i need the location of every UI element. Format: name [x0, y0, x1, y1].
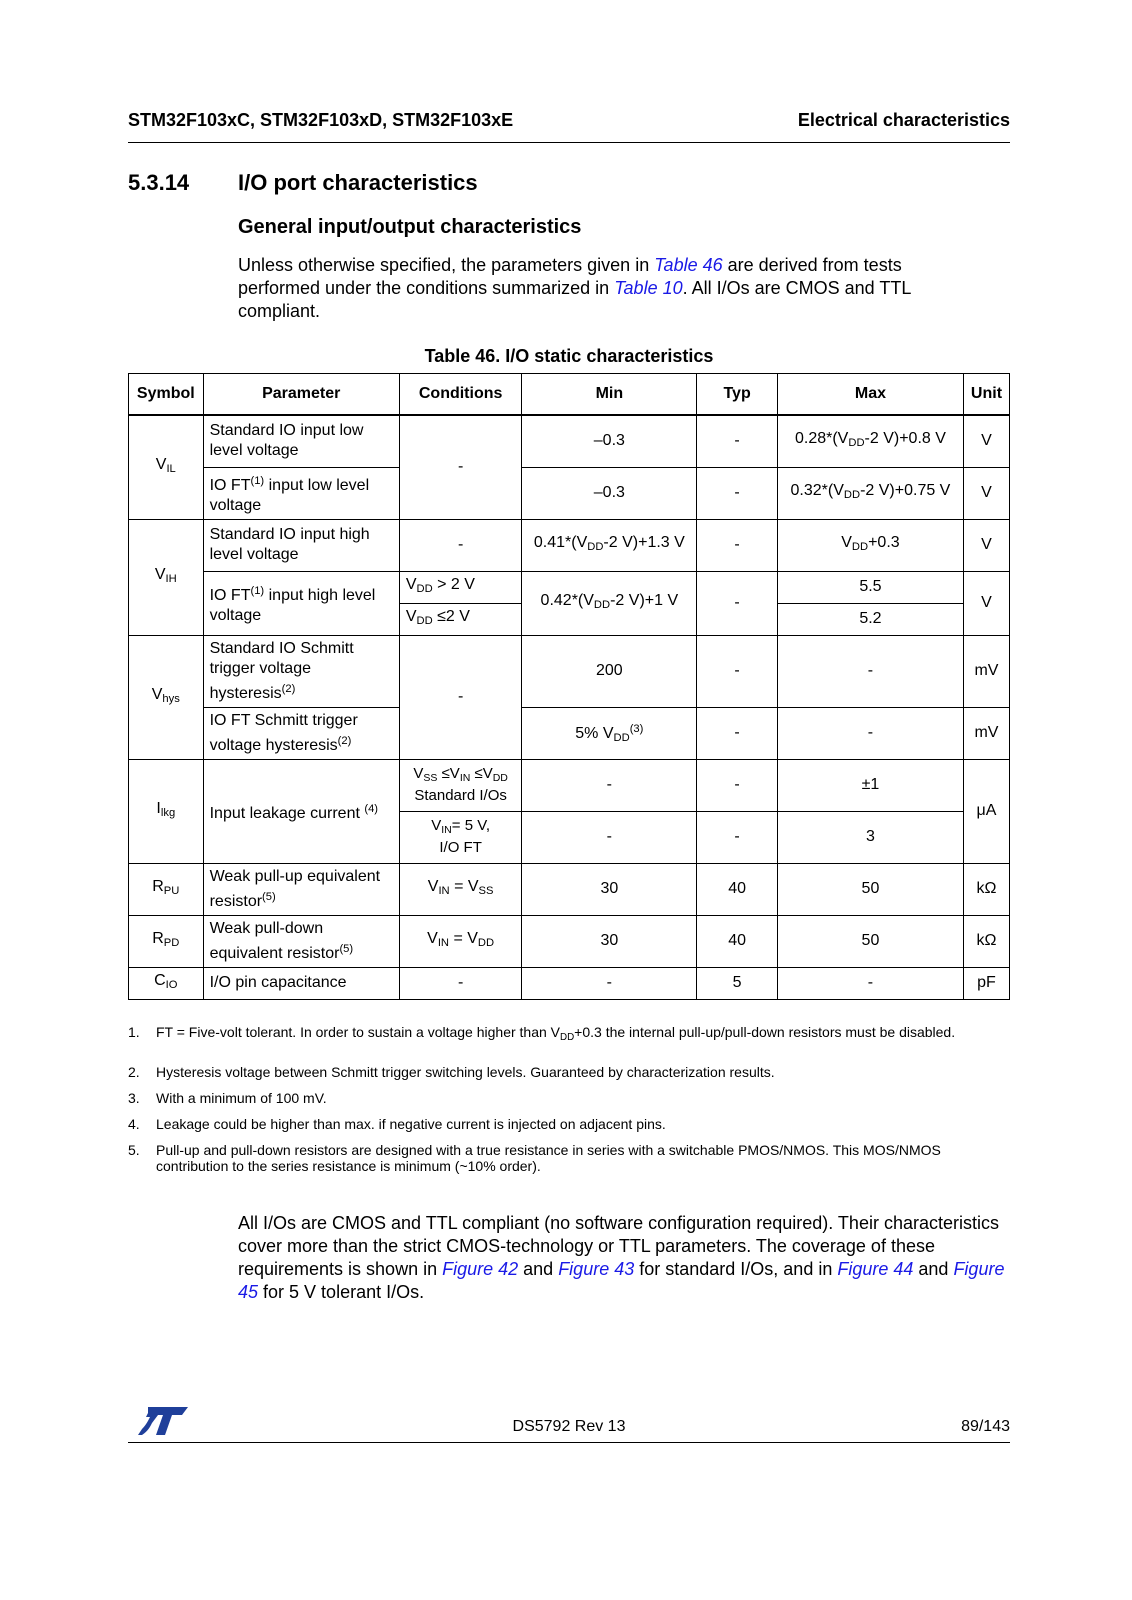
- unit-cell: V: [963, 571, 1009, 635]
- page-header: [128, 110, 1010, 143]
- page-number: 89/143: [961, 1418, 1010, 1435]
- table-row: [129, 707, 1010, 759]
- symbol-ilkg: $I_{lkg}$: [129, 759, 204, 863]
- unit-cell: mV: [963, 707, 1009, 759]
- max-cell: 5.5: [777, 571, 963, 603]
- typ-cell: 40: [697, 863, 778, 915]
- typ-cell: -: [697, 571, 778, 635]
- cond-cell: -: [399, 519, 522, 571]
- intro-paragraph: [238, 254, 978, 323]
- param-cell: Standard IO input high level voltage: [203, 519, 399, 571]
- max-cell: 3: [777, 811, 963, 863]
- table-row: [129, 863, 1010, 915]
- min-cell: -: [522, 967, 697, 999]
- min-cell: $0.42*(V_{DD}-2$ V)+1 V: [522, 571, 697, 635]
- cond-cell: -: [399, 635, 522, 759]
- max-cell: -: [777, 635, 963, 707]
- param-cell: Weak pull-up equivalent resistor$^{(5)}$: [203, 863, 399, 915]
- table-row: [129, 571, 1010, 603]
- max-cell: -: [777, 967, 963, 999]
- min-cell: -: [522, 759, 697, 811]
- typ-cell: -: [697, 635, 778, 707]
- typ-cell: -: [697, 811, 778, 863]
- max-cell: $0.28*(V_{DD}-2$ V)+0.8 V: [777, 415, 963, 467]
- table-row: [129, 967, 1010, 999]
- table-caption: Table 46. I/O static characteristics: [424, 346, 714, 366]
- table-row: [129, 635, 1010, 707]
- max-cell: -: [777, 707, 963, 759]
- link-figure-42[interactable]: Figure 42: [442, 1259, 519, 1279]
- min-cell: 30: [522, 863, 697, 915]
- outro-text: for standard I/Os, and in: [634, 1259, 838, 1279]
- cond-cell: $V_{DD} > 2$ V: [399, 571, 522, 603]
- min-cell: –0.3: [522, 467, 697, 519]
- max-cell: $0.32*(V_{DD}-2$ V)+0.75 V: [777, 467, 963, 519]
- typ-cell: -: [697, 707, 778, 759]
- unit-cell: V: [963, 519, 1009, 571]
- link-figure-43[interactable]: Figure 43: [558, 1259, 635, 1279]
- col-header-typ: Typ: [697, 374, 778, 416]
- cond-cell: $V_{IN} = V_{SS}$: [399, 863, 522, 915]
- unit-cell: kΩ: [963, 863, 1009, 915]
- param-cell: I/O pin capacitance: [203, 967, 399, 999]
- max-cell: $V_{DD}+0.3$: [777, 519, 963, 571]
- section-heading: [128, 170, 478, 196]
- table-row: [129, 467, 1010, 519]
- min-cell: –0.3: [522, 415, 697, 467]
- symbol-rpd: $R_{PD}$: [129, 915, 204, 967]
- link-table-46[interactable]: Table 46: [654, 255, 723, 275]
- cond-cell: $V_{IN}= 5$ V, I/O FT: [399, 811, 522, 863]
- header-chapter: Electrical characteristics: [797, 110, 1010, 130]
- min-cell: 30: [522, 915, 697, 967]
- link-figure-44[interactable]: Figure 44: [837, 1259, 914, 1279]
- col-header-max: Max: [777, 374, 963, 416]
- typ-cell: -: [697, 467, 778, 519]
- max-cell: 50: [777, 915, 963, 967]
- param-cell: IO FT$^{(1)}$ input low level voltage: [203, 467, 399, 519]
- unit-cell: V: [963, 415, 1009, 467]
- max-cell: 50: [777, 863, 963, 915]
- closing-paragraph: [238, 1212, 1008, 1304]
- intro-text: . All I/Os are CMOS and TTL compliant.: [238, 278, 911, 321]
- unit-cell: mV: [963, 635, 1009, 707]
- typ-cell: 5: [697, 967, 778, 999]
- unit-cell: pF: [963, 967, 1009, 999]
- param-cell: Standard IO Schmitt trigger voltage hysteresis$^{(2)}$: [203, 635, 399, 707]
- max-cell: ±1: [777, 759, 963, 811]
- min-cell: -: [522, 811, 697, 863]
- link-table-10[interactable]: Table 10: [614, 278, 683, 298]
- cond-cell: -: [399, 967, 522, 999]
- typ-cell: -: [697, 519, 778, 571]
- typ-cell: -: [697, 415, 778, 467]
- outro-text: All I/Os are CMOS and TTL compliant (no software configuration required). Their characteristics cover more than the strict CMOS-technology or TTL parameters. The coverage of these requirements is shown in: [238, 1213, 999, 1279]
- max-cell: 5.2: [777, 603, 963, 635]
- table-row: [129, 415, 1010, 467]
- col-header-unit: Unit: [963, 374, 1009, 416]
- symbol-rpu: $R_{PU}$: [129, 863, 204, 915]
- io-static-characteristics-table: [128, 373, 1010, 1000]
- col-header-min: Min: [522, 374, 697, 416]
- subsection-heading: General input/output characteristics: [238, 216, 582, 238]
- min-cell: $0.41*(V_{DD}-2$ V)+1.3 V: [522, 519, 697, 571]
- section-title: I/O port characteristics: [238, 170, 478, 195]
- col-header-symbol: Symbol: [129, 374, 204, 416]
- outro-text: and: [913, 1259, 954, 1279]
- cond-cell: -: [399, 415, 522, 519]
- unit-cell: μA: [963, 759, 1009, 863]
- param-cell: IO FT$^{(1)}$ input high level voltage: [203, 571, 399, 635]
- unit-cell: kΩ: [963, 915, 1009, 967]
- link-figure-45[interactable]: Figure 45: [238, 1259, 1005, 1302]
- col-header-conditions: Conditions: [399, 374, 522, 416]
- section-number: 5.3.14: [128, 170, 190, 195]
- typ-cell: 40: [697, 915, 778, 967]
- unit-cell: V: [963, 467, 1009, 519]
- typ-cell: -: [697, 759, 778, 811]
- cond-cell: $V_{IN} = V_{DD}$: [399, 915, 522, 967]
- outro-text: and: [518, 1259, 559, 1279]
- symbol-cio: $C_{IO}$: [129, 967, 204, 999]
- table-row: [129, 519, 1010, 571]
- col-header-parameter: Parameter: [203, 374, 399, 416]
- param-cell: IO FT Schmitt trigger voltage hysteresis$^{(2)}$: [203, 707, 399, 759]
- symbol-vhys: $V_{hys}$: [129, 635, 204, 759]
- table-header-row: [129, 374, 1010, 416]
- table-row: [129, 915, 1010, 967]
- param-cell: Standard IO input low level voltage: [203, 415, 399, 467]
- table-row: [129, 759, 1010, 811]
- header-device-list: STM32F103xC, STM32F103xD, STM32F103xE: [128, 110, 514, 130]
- param-cell: Input leakage current $^{(4)}$: [203, 759, 399, 863]
- symbol-vil: $V_{IL}$: [129, 415, 204, 519]
- min-cell: 200: [522, 635, 697, 707]
- symbol-vih: $V_{IH}$: [129, 519, 204, 635]
- outro-text: for 5 V tolerant I/Os.: [258, 1282, 425, 1302]
- cond-cell: $V_{SS} \le V_{IN} \le V_{DD}$ Standard I/Os: [399, 759, 522, 811]
- cond-cell: $V_{DD} \le 2$ V: [399, 603, 522, 635]
- intro-text: Unless otherwise specified, the parameters given in: [238, 255, 655, 275]
- document-revision: DS5792 Rev 13: [512, 1418, 626, 1435]
- intro-text: are derived from tests performed under the conditions summarized in: [238, 255, 902, 298]
- min-cell: 5% $V_{DD}^{(3)}$: [522, 707, 697, 759]
- param-cell: Weak pull-down equivalent resistor$^{(5)}$: [203, 915, 399, 967]
- page-footer: [128, 1418, 1010, 1443]
